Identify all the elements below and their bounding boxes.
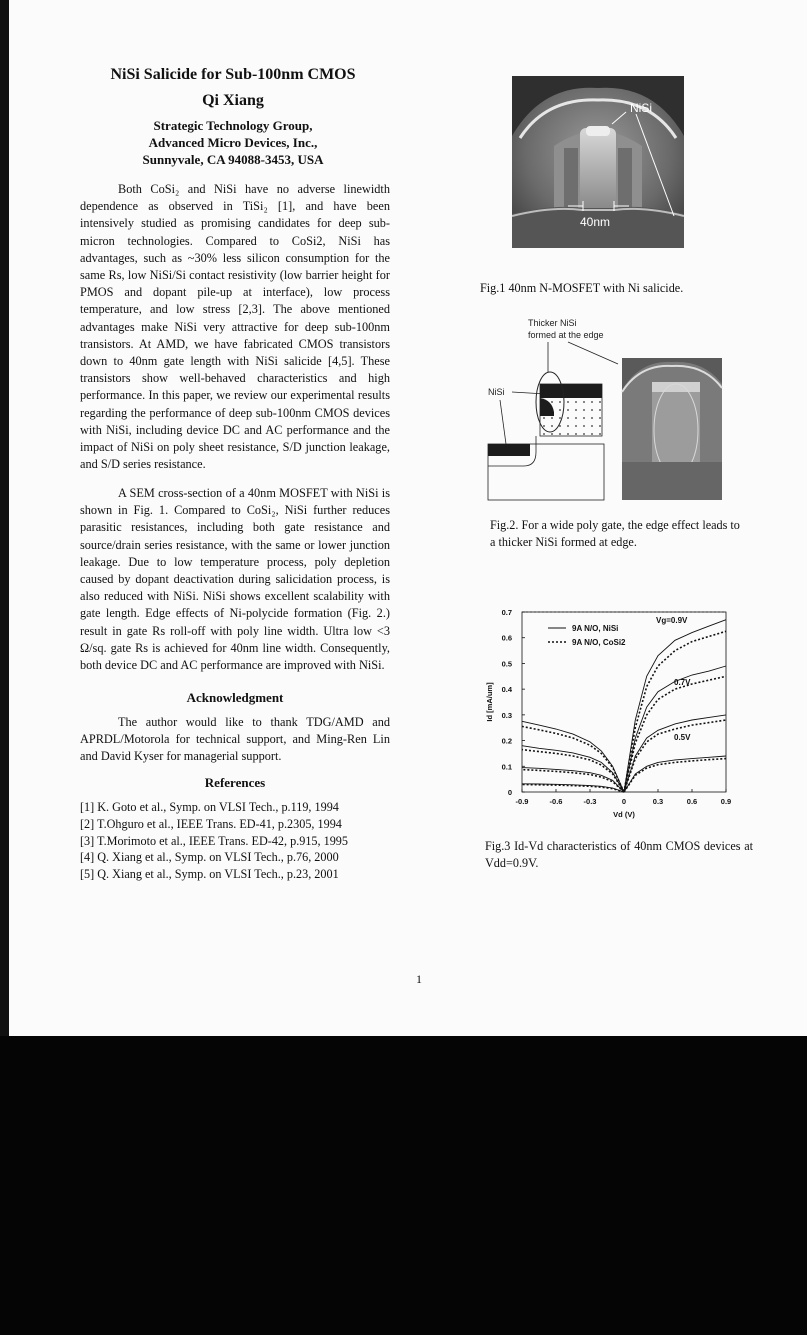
legend-label-nisi: 9A N/O, NiSi — [572, 624, 619, 633]
references-heading: References — [204, 775, 266, 790]
intro-paragraph — [80, 181, 390, 473]
x-tick-label: 0.6 — [686, 797, 698, 806]
annotation-vg09: Vg=0.9V — [656, 616, 688, 625]
sem-cross-section — [512, 76, 684, 248]
y-tick-label: 0.2 — [501, 736, 512, 746]
scanner-background — [0, 1036, 807, 1335]
fig1-sem-image — [512, 76, 684, 248]
fig2-label-thicker: Thicker NiSi — [528, 318, 577, 328]
series-line — [624, 620, 726, 792]
page-number: 1 — [416, 972, 422, 986]
series-line — [522, 785, 624, 793]
author-name: Qi Xiang — [202, 92, 264, 109]
fig3-chart — [478, 598, 758, 830]
series-line — [624, 720, 726, 792]
x-axis-label: Vd (V) — [613, 810, 635, 819]
series-line — [624, 759, 726, 792]
affiliation-line: Advanced Micro Devices, Inc., — [148, 135, 318, 150]
y-tick-label: 0.6 — [501, 633, 512, 643]
y-axis-label: Id [mA/um] — [485, 682, 494, 722]
y-tick-label: 0.4 — [501, 685, 512, 695]
scan-edge-shadow — [0, 0, 9, 1036]
fig3-caption: Fig.3 Id-Vd characteristics of 40nm CMOS devices at Vdd=0.9V. — [485, 839, 753, 870]
series-line — [624, 631, 726, 792]
fig1-label-40nm: 40nm — [580, 215, 611, 229]
y-tick-label: 0.1 — [501, 762, 512, 772]
edge-effect-schematic — [470, 312, 730, 504]
paper-title: NiSi Salicide for Sub-100nm CMOS — [110, 66, 356, 83]
reference-list — [80, 799, 400, 883]
fig2-label-edge: formed at the edge — [528, 330, 604, 340]
fig1-label-nisi: NiSi — [630, 101, 653, 115]
annotation-05v: 0.5V — [674, 733, 691, 742]
series-line — [522, 784, 624, 792]
x-tick-label: 0 — [621, 797, 627, 806]
x-tick-label: -0.3 — [583, 797, 597, 806]
annotation-07v: 0.7V — [674, 678, 691, 687]
series-line — [522, 726, 624, 792]
reference-item: [2] T.Ohguro et al., IEEE Trans. ED-41, p.2305, 1994 — [80, 816, 342, 831]
y-tick-label: 0.5 — [501, 659, 512, 669]
x-tick-label: 0.9 — [720, 797, 732, 806]
reference-item: [4] Q. Xiang et al., Symp. on VLSI Tech., p.76, 2000 — [80, 850, 339, 865]
x-tick-label: -0.6 — [549, 797, 563, 806]
fig2-caption: Fig.2. For a wide poly gate, the edge effect leads to a thicker NiSi formed at edge. — [490, 518, 740, 549]
reference-item: [1] K. Goto et al., Symp. on VLSI Tech., p.119, 1994 — [80, 800, 339, 814]
y-tick-label: 0.3 — [501, 710, 512, 720]
fig2-diagram — [470, 312, 730, 504]
x-tick-label: -0.9 — [515, 797, 529, 806]
series-line — [522, 770, 624, 792]
affiliation — [80, 117, 386, 168]
fig1-caption: Fig.1 40nm N-MOSFET with Ni salicide. — [480, 281, 684, 295]
reference-item: [5] Q. Xiang et al., Symp. on VLSI Tech., p.23, 2001 — [80, 867, 339, 882]
affiliation-line: Strategic Technology Group, — [153, 118, 313, 133]
sem-paragraph — [80, 485, 390, 674]
series-line — [522, 768, 624, 792]
y-tick-label: 0.7 — [501, 608, 512, 617]
idvd-chart-svg — [478, 598, 758, 830]
paragraph-text: A SEM cross-section of a 40nm MOSFET with NiSi is shown in Fig. 1. Compared to CoSi₂, NiSi further reduces parasitic resistances, including both gate resistance and source/drain series resistance, with the same or lower junction leakage. Due to low temperature process, poly depletion caused by dopant deactivation during salicidation process, is also reduced with NiSi. NiSi shows excellent scalability with gate length. Edge effects of Ni-polycide formation (Fig. 2.) result in gate Rs roll-off with poly line width. Ultra low <3 Ω/sq. gate Rs is achieved for 40nm line width. Consequently, both device DC and AC performance are improved with NiSi. — [80, 486, 390, 673]
affiliation-line: Sunnyvale, CA 94088-3453, USA — [142, 152, 324, 167]
series-line — [624, 756, 726, 792]
x-tick-label: 0.3 — [652, 797, 664, 806]
y-tick-label: 0 — [507, 788, 512, 797]
reference-item: [3] T.Morimoto et al., IEEE Trans. ED-42, p.915, 1995 — [80, 833, 348, 848]
acknowledgment-heading: Acknowledgment — [186, 690, 284, 705]
acknowledgment-paragraph — [80, 714, 390, 766]
paragraph-text: The author would like to thank TDG/AMD and APRDL/Motorola for technical support, and Ming-Ren Lin and David Kyser for managerial support. — [80, 715, 390, 764]
fig2-label-nisi: NiSi — [488, 387, 505, 397]
paragraph-text: Both CoSi₂ and NiSi have no adverse linewidth dependence as observed in TiSi₂ [1], and have been intensively studied as promising candidates for deep sub-micron technologies. Compared to CoSi2, NiSi has advantages, such as ~30% less silicon consumption for the same Rs, low NiSi/Si contact resistivity (low barrier height for PMOS and dopant pile-up at interface), low process temperature, and low stress [2,3]. The above mentioned advantages make NiSi very attractive for deep sub-100nm transistors. At AMD, we have fabricated CMOS transistors down to 40nm gate length with NiSi salicide [4,5]. These transistors show well-behaved characteristics and high performance. In this paper, we review our experimental results regarding the performance of deep sub-100nm CMOS devices with NiSi, including device DC and AC performance and the impact of NiSi on poly sheet resistance, S/D junction leakage, and S/D series resistance. — [80, 182, 390, 472]
legend-label-cosi2: 9A N/O, CoSi2 — [572, 638, 626, 647]
